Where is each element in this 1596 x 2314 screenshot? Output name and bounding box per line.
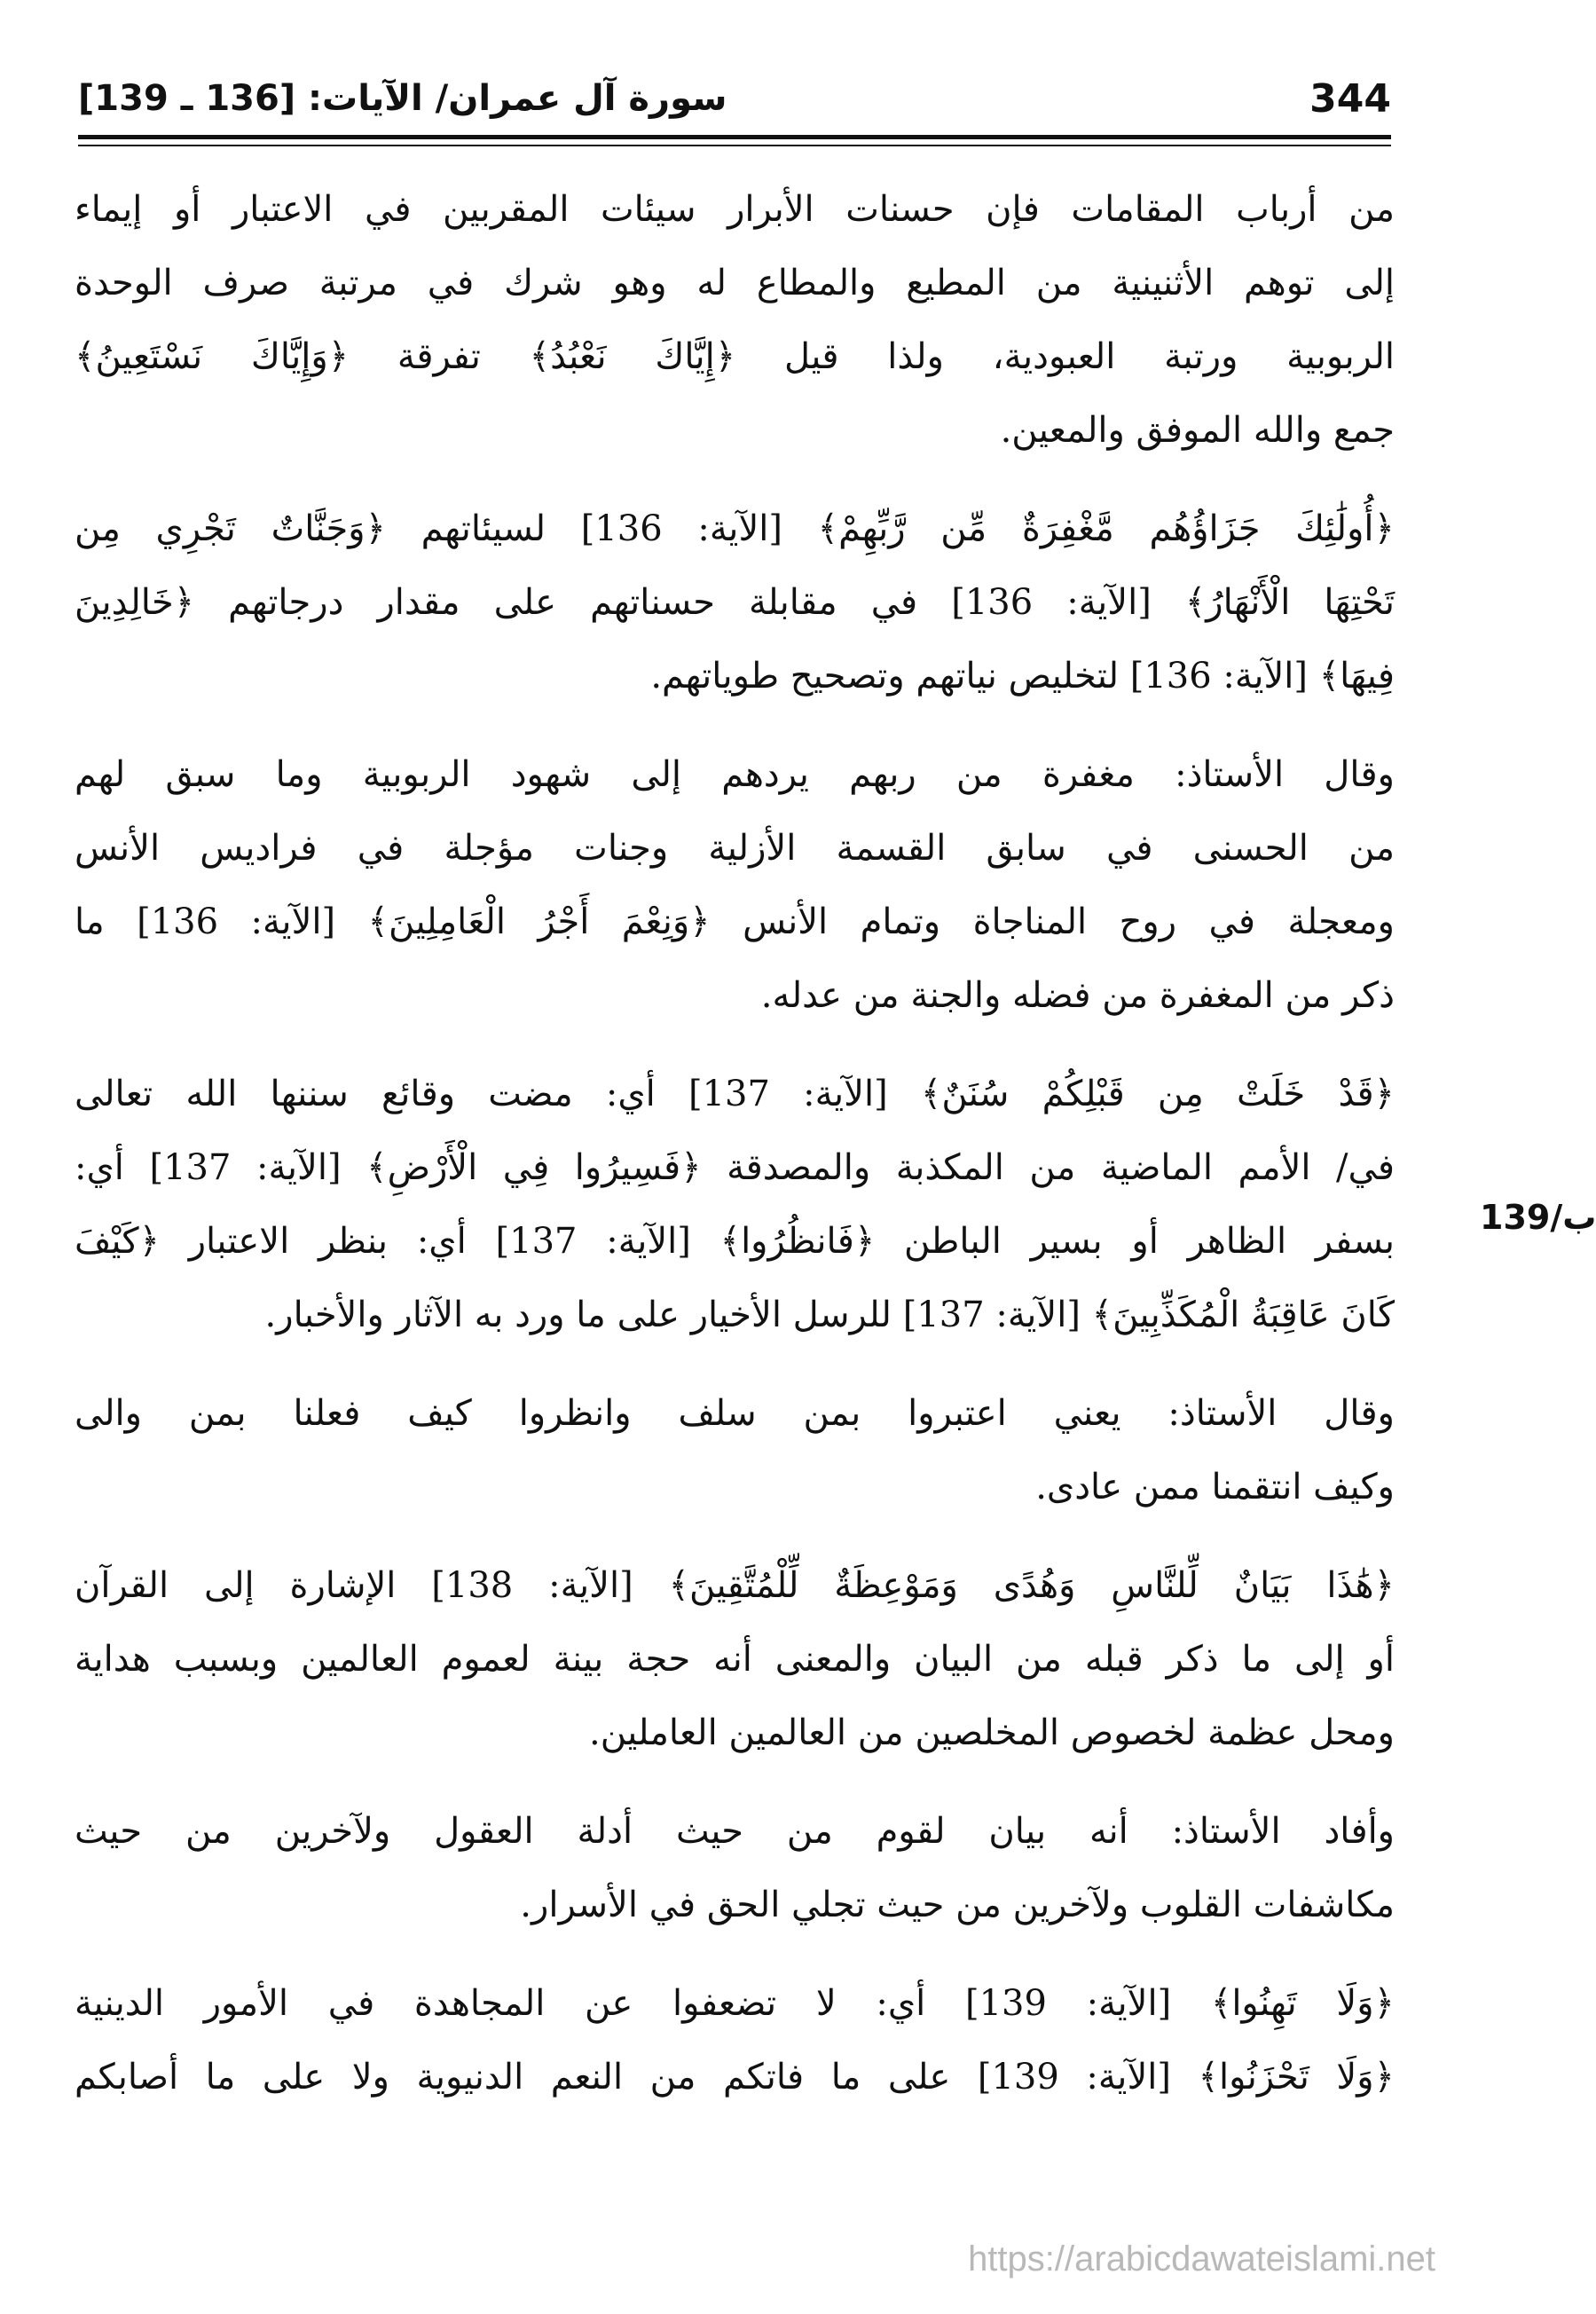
- text-line: ﴿أُولَٰئِكَ جَزَاؤُهُم مَّغْفِرَةٌ مِّن رَّبِّهِمْ﴾ [الآية: 136] لسيئاتهم ﴿وَجَنَّاتٌ تَجْرِي مِن: [75, 508, 1395, 549]
- text-line: من الحسنى في سابق القسمة الأزلية وجنات مؤجلة في فراديس الأنس: [75, 828, 1395, 869]
- manuscript-folio-note: 139/ب: [1480, 1198, 1596, 1237]
- text-line: وقال الأستاذ: يعني اعتبروا بمن سلف وانظروا كيف فعلنا بمن والى: [75, 1393, 1395, 1434]
- body-text: [75, 173, 1395, 2139]
- text-line: الربوبية ورتبة العبودية، ولذا قيل ﴿إِيَّاكَ نَعْبُدُ﴾ تفرقة ﴿وَإِيَّاكَ نَسْتَعِينُ﴾: [75, 336, 1395, 377]
- text-line: ﴿قَدْ خَلَتْ مِن قَبْلِكُمْ سُنَنٌ﴾ [الآية: 137] أي: مضت وقائع سننها الله تعالى: [75, 1074, 1395, 1114]
- text-line: تَحْتِهَا الْأَنْهَارُ﴾ [الآية: 136] في مقابلة حسناتهم على مقدار درجاتهم ﴿خَالِدِينَ: [75, 582, 1396, 623]
- header-rule-thin: [78, 145, 1391, 146]
- text-line: وقال الأستاذ: مغفرة من ربهم يردهم إلى شهود الربوبية وما سبق لهم: [75, 754, 1395, 795]
- text-line: ﴿وَلَا تَحْزَنُوا﴾ [الآية: 139] على ما فاتكم من النعم الدنيوية ولا على ما أصابكم: [75, 2057, 1395, 2098]
- header-rule-thick: [78, 135, 1391, 139]
- text-line: بسفر الظاهر أو بسير الباطن ﴿فَانظُرُوا﴾ [الآية: 137] أي: بنظر الاعتبار ﴿كَيْفَ: [75, 1221, 1395, 1262]
- text-line: فِيهَا﴾ [الآية: 136] لتخليص نياتهم وتصحيح طوياتهم.: [650, 656, 1395, 697]
- paragraph-5: [75, 1377, 1395, 1524]
- watermark: https://arabicdawateislami.net: [968, 2239, 1435, 2279]
- paragraph-2: [75, 492, 1395, 713]
- paragraph-8: [75, 1967, 1395, 2114]
- running-header: [78, 76, 1391, 130]
- text-line: جمع والله الموفق والمعين.: [1000, 410, 1395, 451]
- text-line: ومعجلة في روح المناجاة وتمام الأنس ﴿وَنِعْمَ أَجْرُ الْعَامِلِينَ﴾ [الآية: 136] ما: [75, 901, 1395, 942]
- page-number: 344: [1309, 76, 1391, 122]
- text-line: وأفاد الأستاذ: أنه بيان لقوم من حيث أدلة العقول ولآخرين من حيث: [75, 1811, 1395, 1852]
- text-line: وكيف انتقمنا ممن عادى.: [1035, 1467, 1395, 1507]
- text-line: في/ الأمم الماضية من المكذبة والمصدقة ﴿فَسِيرُوا فِي الْأَرْضِ﴾ [الآية: 137] أي:: [75, 1147, 1395, 1188]
- paragraph-6: [75, 1549, 1395, 1770]
- text-line: كَانَ عَاقِبَةُ الْمُكَذِّبِينَ﴾ [الآية: 137] للرسل الأخيار على ما ورد به الآثار والأخبار.: [264, 1295, 1395, 1335]
- text-line: أو إلى ما ذكر قبله من البيان والمعنى أنه حجة بينة لعموم العالمين وبسبب هداية: [75, 1639, 1395, 1680]
- paragraph-3: [75, 738, 1395, 1033]
- text-line: من أرباب المقامات فإن حسنات الأبرار سيئات المقربين في الاعتبار أو إيماء: [75, 189, 1396, 230]
- text-line: ذكر من المغفرة من فضله والجنة من عدله.: [760, 975, 1395, 1016]
- paragraph-1: [75, 173, 1395, 468]
- text-line: ومحل عظمة لخصوص المخلصين من العالمين العاملين.: [589, 1712, 1395, 1753]
- paragraph-7: [75, 1795, 1395, 1942]
- text-line: ﴿هَٰذَا بَيَانٌ لِّلنَّاسِ وَهُدًى وَمَوْعِظَةٌ لِّلْمُتَّقِينَ﴾ [الآية: 138] الإشارة إلى القرآن: [75, 1565, 1395, 1606]
- paragraph-4: [75, 1058, 1395, 1352]
- running-title: سورة آل عمران/ الآيات: [136 ـ 139]: [78, 78, 727, 119]
- text-line: مكاشفات القلوب ولآخرين من حيث تجلي الحق في الأسرار.: [520, 1885, 1395, 1925]
- text-line: إلى توهم الأثنينية من المطيع والمطاع له وهو شرك في مرتبة صرف الوحدة: [75, 263, 1395, 303]
- text-line: ﴿وَلَا تَهِنُوا﴾ [الآية: 139] أي: لا تضعفوا عن المجاهدة في الأمور الدينية: [75, 1983, 1395, 2024]
